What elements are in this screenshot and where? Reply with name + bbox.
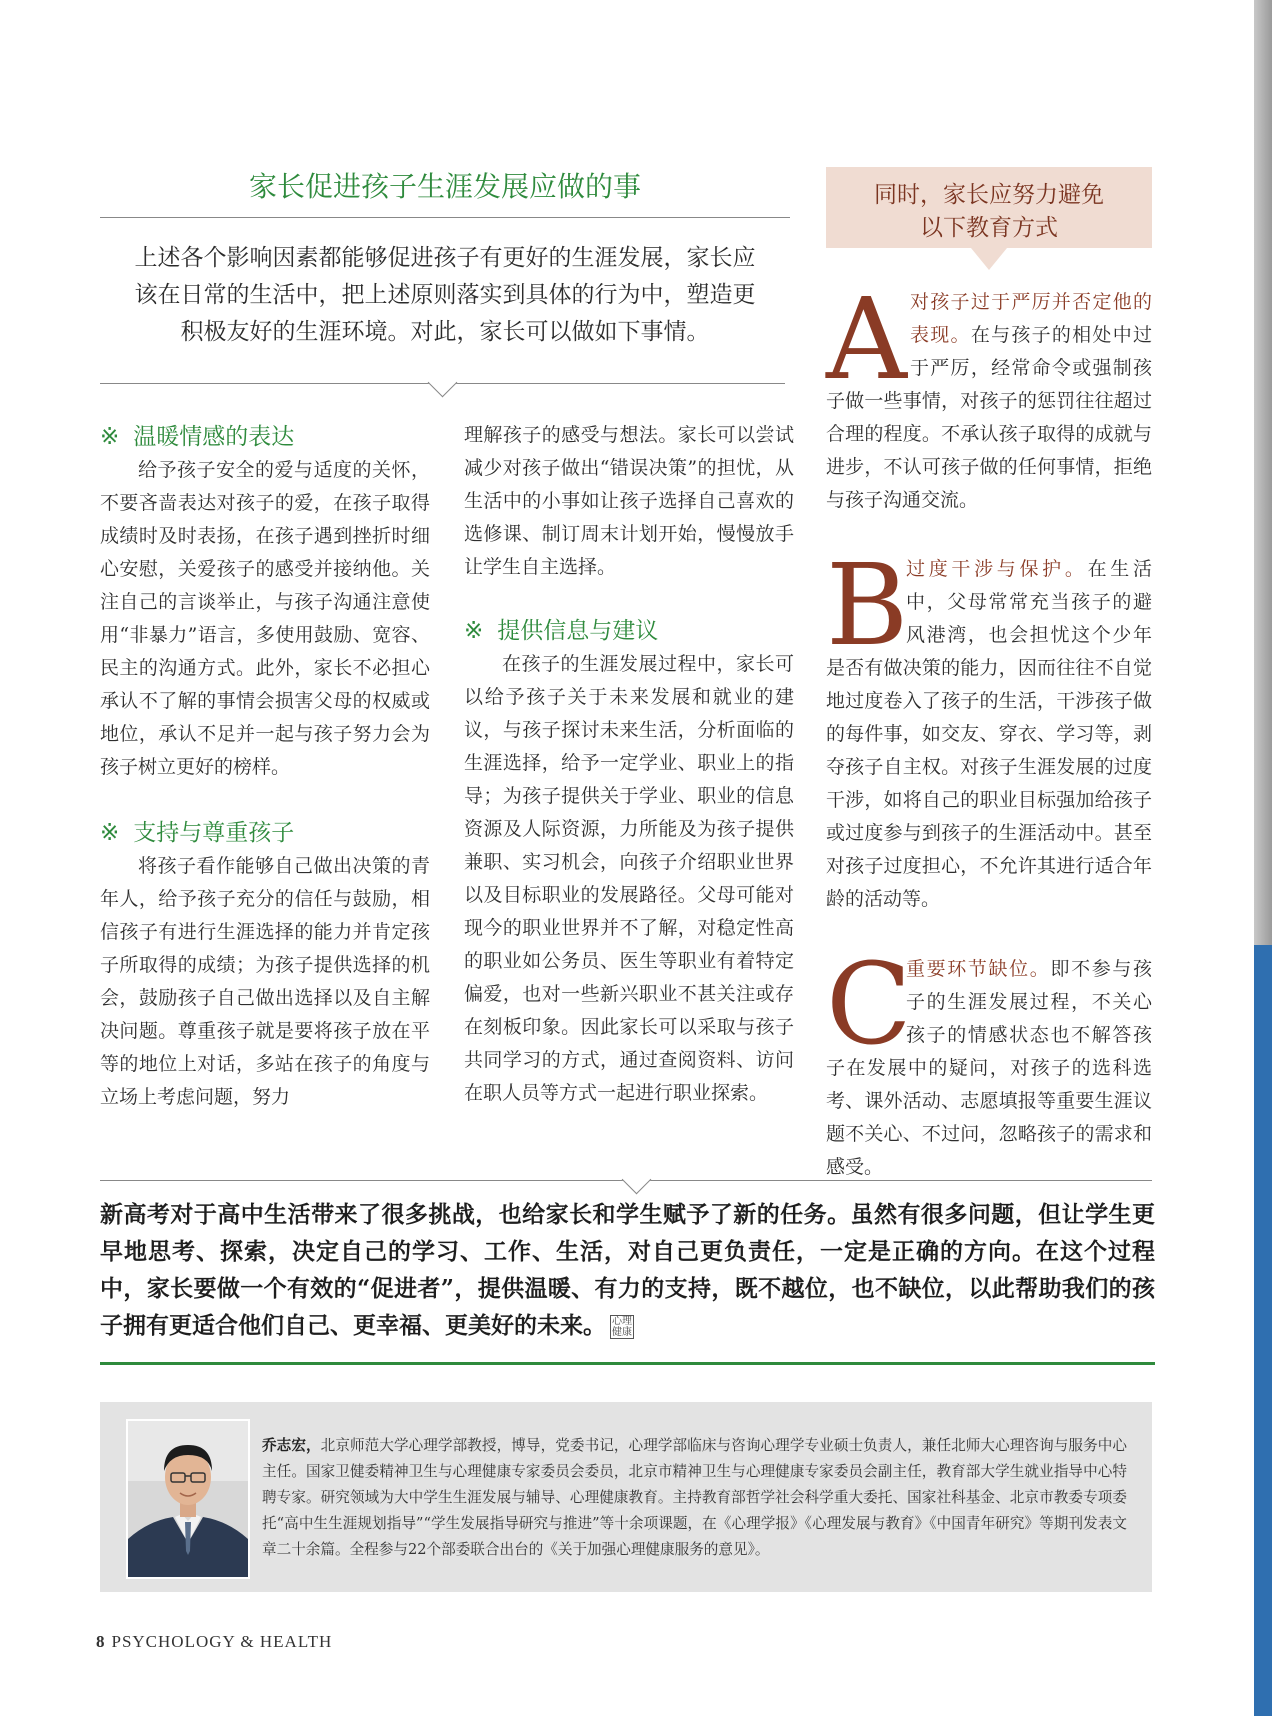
subheading-support-respect: ※ 支持与尊重孩子 [100,820,295,846]
item-a [826,275,1152,517]
item-b [826,541,1152,916]
author-photo [126,1419,250,1579]
item-a-lead: 对孩子过于严厉并否定他的表现。 [910,291,1152,346]
avoid-callout-box [826,167,1152,248]
paragraph-support-respect: 将孩子看作能够自己做出决策的青年人，给予孩子充分的信任与鼓励，相信孩子有进行生涯选择的能力并肯定孩子所取得的成绩；为孩子提供选择的机会，鼓励孩子自己做出选择以及自主解决问题。尊重孩子就是要将孩子放在平等的地位上对话，多站在孩子的角度与立场上考虑问题，努力 [100,855,430,1108]
callout-pointer [971,248,1007,270]
subheading-warm-emotion: ※ 温暖情感的表达 [100,424,295,450]
paragraph-support-continued: 理解孩子的感受与想法。家长可以尝试减少对孩子做出“错误决策”的担忧，从生活中的小事如让孩子选择自己喜欢的选修课、制订周末计划开始，慢慢放手让学生自主选择。 [464,424,794,578]
callout-line-2: 以下教育方式 [920,215,1058,241]
reference-mark-icon: ※ [100,424,120,450]
item-c-body: 即不参与孩子的生涯发展过程，不关心孩子的情感状态也不解答孩子在发展中的疑问，对孩子的选科选考、课外活动、志愿填报等重要生涯议题不关心、不过问，忽略孩子的需求和感受。 [826,958,1152,1178]
closing-paragraph [100,1196,1155,1344]
reference-mark-icon: ※ [464,618,484,644]
middle-column [464,419,794,1110]
item-b-lead: 过度干涉与保护。 [906,558,1088,580]
author-bio-text [262,1433,1127,1563]
item-c [826,940,1152,1184]
drop-cap-b: B [826,541,909,671]
closing-text: 新高考对于高中生活带来了很多挑战，也给家长和学生赋予了新的任务。虽然有很多问题，但让学生更早地思考、探索，决定自己的学习、工作、生活，对自己更负责任，一定是正确的方向。在这个过程中，家长要做一个有效的“促进者”，提供温暖、有力的支持，既不越位，也不缺位，以此帮助我们的孩子拥有更适合他们自己、更幸福、更美好的未来。 [100,1201,1155,1339]
reference-mark-icon: ※ [100,820,120,846]
page-footer [96,1632,332,1652]
closing-divider-notch [622,1165,652,1195]
page-number: 8 [96,1632,106,1651]
magazine-name: PSYCHOLOGY & HEALTH [111,1632,333,1651]
paragraph-info-advice: 在孩子的生涯发展过程中，家长可以给予孩子关于未来发展和就业的建议，与孩子探讨未来生活，分析面临的生涯选择，给予一定学业、职业上的指导；为孩子提供关于学业、职业的信息资源及人际资源，力所能及为孩子提供兼职、实习机会，向孩子介绍职业世界以及目标职业的发展路径。父母可能对现今的职业世界并不了解，对稳定性高的职业如公务员、医生等职业有着特定偏爱，也对一些新兴职业不甚关注或存在刻板印象。因此家长可以采取与孩子共同学习的方式，通过查阅资料、访问在职人员等方式一起进行职业探索。 [464,653,794,1104]
item-c-lead: 重要环节缺位。 [906,958,1051,980]
author-description: 北京师范大学心理学部教授，博导，党委书记，心理学部临床与咨询心理学专业硕士负责人，兼任北师大心理咨询与服务中心主任。国家卫健委精神卫生与心理健康专家委员会委员，北京市精神卫生与心理健康专家委员会副主任，教育部大学生就业指导中心特聘专家。研究领域为大中学生生涯发展与辅导、心理健康教育。主持教育部哲学社会科学重大委托、国家社科基金、北京市教委专项委托“高中生生涯规划指导”“学生发展指导研究与推进”等十余项课题，在《心理学报》《心理发展与教育》《中国青年研究》等期刊发表文章二十余篇。全程参与22个部委联合出台的《关于加强心理健康服务的意见》。 [262,1437,1127,1558]
title-divider [100,217,790,218]
paragraph-warm-emotion: 给予孩子安全的爱与适度的关怀，不要吝啬表达对孩子的爱，在孩子取得成绩时及时表扬，在孩子遇到挫折时细心安慰，关爱孩子的感受并接纳他。关注自己的言谈举止，与孩子沟通注意使用“非暴力”语言，多使用鼓励、宽容、民主的沟通方式。此外，家长不必担心承认不了解的事情会损害父母的权威或地位，承认不足并一起与孩子努力会为孩子树立更好的榜样。 [100,459,430,778]
author-name: 乔志宏， [262,1437,321,1454]
item-b-body: 在生活中，父母常常充当孩子的避风港湾，也会担忧这个少年是否有做决策的能力，因而往往不自觉地过度卷入了孩子的生活，干涉孩子做的每件事，如交友、穿衣、学习等，剥夺孩子自主权。对孩子生涯发展的过度干涉，如将自己的职业目标强加给孩子或过度参与到孩子的生涯活动中。甚至对孩子过度担心，不允许其进行适合年龄的活动等。 [826,558,1152,910]
left-column [100,420,430,1114]
subheading-info-advice: ※ 提供信息与建议 [464,618,659,644]
divider-notch [428,368,458,398]
drop-cap-a: A [826,275,907,405]
page-edge-tab [1254,945,1272,1716]
closing-green-rule [100,1362,1155,1365]
intro-paragraph: 上述各个影响因素都能够促进孩子有更好的生涯发展，家长应该在日常的生活中，把上述原则落实到具体的行为中，塑造更积极友好的生涯环境。对此，家长可以做如下事情。 [134,245,756,345]
item-a-body: 在与孩子的相处中过于严厉，经常命令或强制孩子做一些事情，对孩子的惩罚往往超过合理的程度。不承认孩子取得的成就与进步，不认可孩子做的任何事情，拒绝与孩子沟通交流。 [826,324,1152,511]
drop-cap-c: C [826,940,912,1070]
callout-line-1: 同时，家长应努力避免 [874,182,1104,208]
author-portrait-icon [128,1421,248,1577]
section-title: 家长促进孩子生涯发展应做的事 [248,170,641,203]
end-mark-icon: 心理健康 [612,1316,632,1338]
